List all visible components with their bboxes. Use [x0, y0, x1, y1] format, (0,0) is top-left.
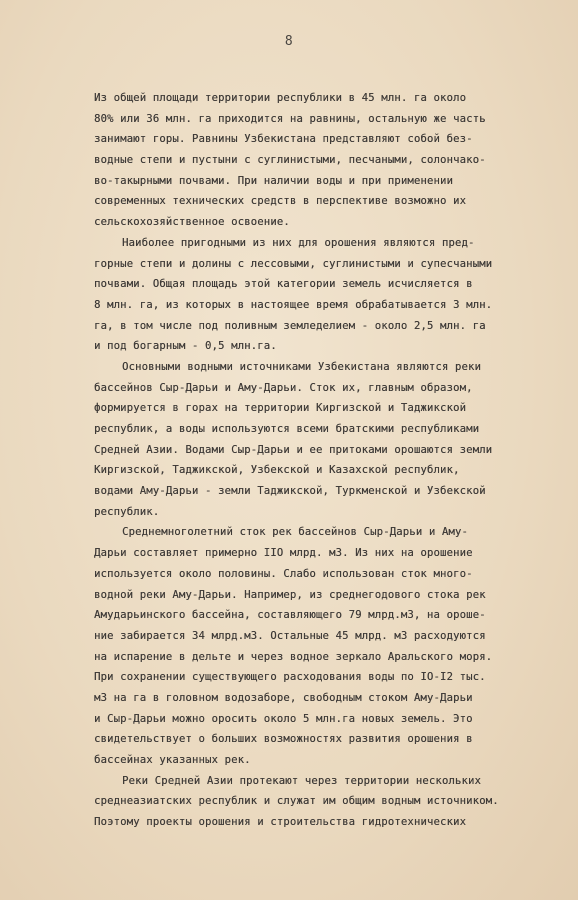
text-line: свидетельствует о больших возможностях развития орошения в [94, 733, 473, 746]
text-line: га, в том числе под поливным земледелием - около 2,5 млн. га [94, 319, 486, 332]
page-number: 8 [284, 34, 294, 49]
text-line: современных технических средств в перспективе возможно их [94, 195, 467, 208]
text-line: водной реки Аму-Дарьи. Например, из среднегодового стока рек [94, 588, 486, 601]
text-line: ние забирается 34 млрд.м3. Остальные 45 млрд. м3 расходуются [94, 629, 486, 642]
text-line: бассейнах указанных рек. [94, 754, 251, 766]
text-line: республик, а воды используются всеми братскими республиками [94, 423, 480, 435]
text-line: на испарение в дельте и через водное зеркало Аральского моря. [94, 650, 493, 663]
text-line: почвами. Общая площадь этой категории земель исчисляется в [94, 278, 473, 291]
document-body [94, 88, 564, 833]
text-line: Из общей площади территории республики в 45 млн. га около [94, 92, 467, 104]
text-line: бассейнов Сыр-Дарьи и Аму-Дарьи. Сток их, главным образом, [94, 381, 473, 394]
text-line: используется около половины. Слабо использован сток много- [94, 567, 473, 580]
text-line: республик. [94, 505, 160, 518]
text-line: Амударьинского бассейна, составляющего 79 млрд.м3, на ороше- [94, 609, 486, 622]
text-line: Основными водными источниками Узбекистана являются реки [122, 360, 482, 373]
text-line: Дарьи составляет примерно IIO млрд. м3. Из них на орошение [94, 547, 473, 560]
text-line: Наиболее пригодными из них для орошения являются пред- [122, 236, 475, 249]
text-line: 8 млн. га, из которых в настоящее время обрабатывается 3 млн. [94, 298, 493, 311]
text-line: 80% или 36 млн. га приходится на равнины, остальную же часть [94, 112, 486, 125]
text-line: и Сыр-Дарьи можно оросить около 5 млн.га новых земель. Это [94, 712, 473, 725]
text-line: и под богарным - 0,5 млн.га. [94, 340, 277, 353]
text-line: При сохранении существующего расходования воды по IO-I2 тыс. [94, 671, 486, 684]
text-line: м3 на га в головном водозаборе, свободным стоком Аму-Дарьи [94, 691, 473, 704]
text-line: горные степи и долины с лессовыми, суглинистыми и супесчаными [94, 257, 493, 270]
text-line: занимают горы. Равнины Узбекистана представляют собой без- [94, 133, 473, 146]
text-line: сельскохозяйственное освоение. [94, 216, 290, 229]
text-line: Поэтому проекты орошения и строительства гидротехнических [94, 816, 467, 829]
text-line: водами Аму-Дарьи - земли Таджикской, Туркменской и Узбекской [94, 485, 486, 498]
text-line: формируется в горах на территории Киргизской и Таджикской [94, 402, 467, 415]
text-line: Средней Азии. Водами Сыр-Дарьи и ее притоками орошаются земли [94, 443, 493, 456]
text-line: водные степи и пустыни с суглинистыми, песчаными, солончако- [94, 154, 486, 167]
text-line: Реки Средней Азии протекают через территории нескольких [122, 774, 482, 787]
text-line: Киргизской, Таджикской, Узбекской и Казахской республик, [94, 464, 460, 477]
text-line: Среднемноголетний сток рек бассейнов Сыр-Дарьи и Аму- [122, 526, 468, 539]
text-line: среднеазиатских республик и служат им общим водным источником. [94, 795, 499, 808]
text-line: во-такырными почвами. При наличии воды и при применении [94, 174, 454, 187]
